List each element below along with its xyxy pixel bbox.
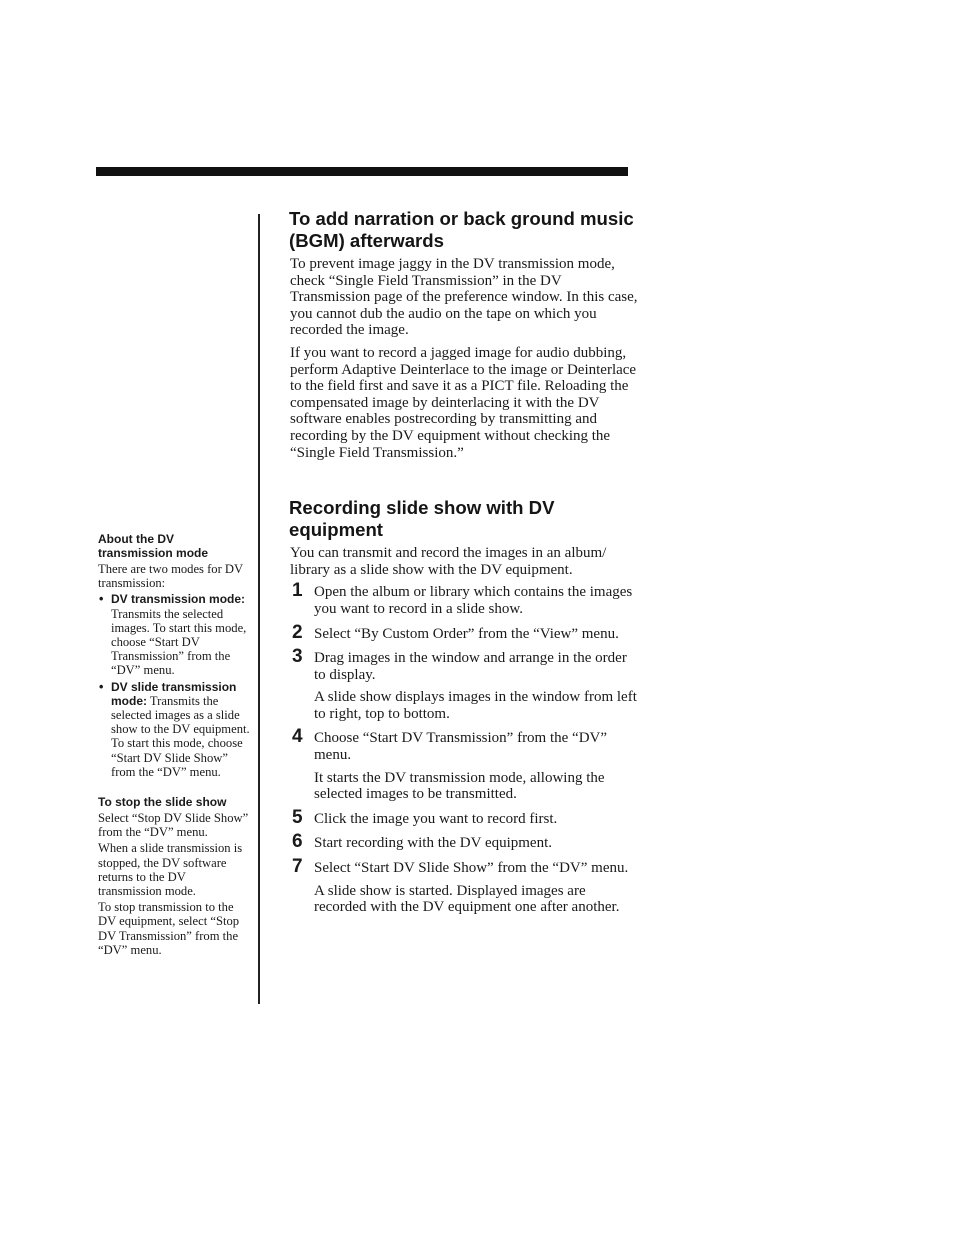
step-item [289, 856, 641, 916]
step-number: 1 [292, 580, 303, 602]
step-number: 7 [292, 856, 303, 878]
sidebar-heading-about: About the DV transmission mode [98, 532, 209, 560]
mode-description: Transmits the selected images as a slide show to the DV equipment. To start this mode, choose “Start DV Slide Show” from the “DV” menu. [111, 693, 250, 779]
step-number: 6 [292, 831, 303, 853]
step-number: 4 [292, 726, 303, 748]
step-text: Select “Start DV Slide Show” from the “DV” menu. [314, 860, 629, 877]
body-paragraph: You can transmit and record the images in an album/ library as a slide show with the DV equipment. [290, 545, 607, 578]
step-item [289, 726, 641, 803]
top-rule [96, 167, 628, 176]
bullet-icon: • [99, 592, 104, 607]
step-number: 5 [292, 806, 303, 828]
step-number: 3 [292, 646, 303, 668]
step-text: Select “By Custom Order” from the “View” menu. [314, 625, 619, 642]
body-paragraph: To prevent image jaggy in the DV transmission mode, check “Single Field Transmission” in the DV Transmission page of the preference window. In this case, you cannot dub the audio on the tape on which you recorded the image. [290, 256, 638, 339]
section-narration [289, 208, 641, 461]
step-item [289, 580, 641, 617]
mode-term: DV transmission mode: [111, 592, 246, 607]
column-divider [258, 214, 260, 1004]
step-text: Click the image you want to record first. [314, 810, 558, 827]
sidebar-heading-stop: To stop the slide show [98, 795, 227, 810]
sidebar-mode-list [98, 592, 250, 779]
step-note: It starts the DV transmission mode, allowing the selected images to be transmitted. [314, 769, 605, 803]
section-heading: Recording slide show with DV equipment [289, 497, 555, 541]
section-heading: To add narration or back ground music (BGM) afterwards [289, 208, 634, 251]
sidebar-stop-block [98, 795, 250, 957]
step-item [289, 646, 641, 722]
mode-description: Transmits the selected images. To start this mode, choose “Start DV Transmission” from the “DV” menu. [111, 606, 247, 678]
step-item [289, 621, 641, 643]
main-column [289, 208, 641, 924]
list-item [99, 592, 250, 678]
list-item [99, 679, 250, 779]
mode-term: DV slide transmission mode: [111, 679, 237, 708]
step-item [289, 831, 641, 853]
step-number: 2 [292, 621, 303, 643]
step-text: Choose “Start DV Transmission” from the “DV” menu. [314, 730, 608, 764]
step-item [289, 806, 641, 828]
sidebar-stop-text: When a slide transmission is stopped, the DV software returns to the DV transmission mode. [98, 841, 243, 899]
sidebar-about-intro: There are two modes for DV transmission: [98, 562, 243, 591]
sidebar-stop-text: To stop transmission to the DV equipment, select “Stop DV Transmission” from the “DV” menu. [98, 900, 240, 957]
steps-list [289, 580, 641, 916]
step-text: Start recording with the DV equipment. [314, 835, 553, 852]
body-paragraph: If you want to record a jagged image for audio dubbing, perform Adaptive Deinterlace to the image or Deinterlace to the field first and save it as a PICT file. Reloading the compensated image by deinterlacing it with the DV software enables postrecording by transmitting and recording by the DV equipment without checking the “Single Field Transmission.” [290, 344, 637, 461]
step-text: Open the album or library which contains the images you want to record in a slide show. [314, 584, 633, 617]
sidebar-stop-text: Select “Stop DV Slide Show” from the “DV” menu. [98, 811, 249, 840]
bullet-icon: • [99, 679, 104, 694]
step-text: Drag images in the window and arrange in the order to display. [314, 650, 627, 683]
step-note: A slide show is started. Displayed images are recorded with the DV equipment one after another. [314, 882, 620, 916]
step-note: A slide show displays images in the window from left to right, top to bottom. [314, 689, 637, 722]
section-slide-show [289, 497, 641, 916]
sidebar-notes [98, 532, 250, 957]
